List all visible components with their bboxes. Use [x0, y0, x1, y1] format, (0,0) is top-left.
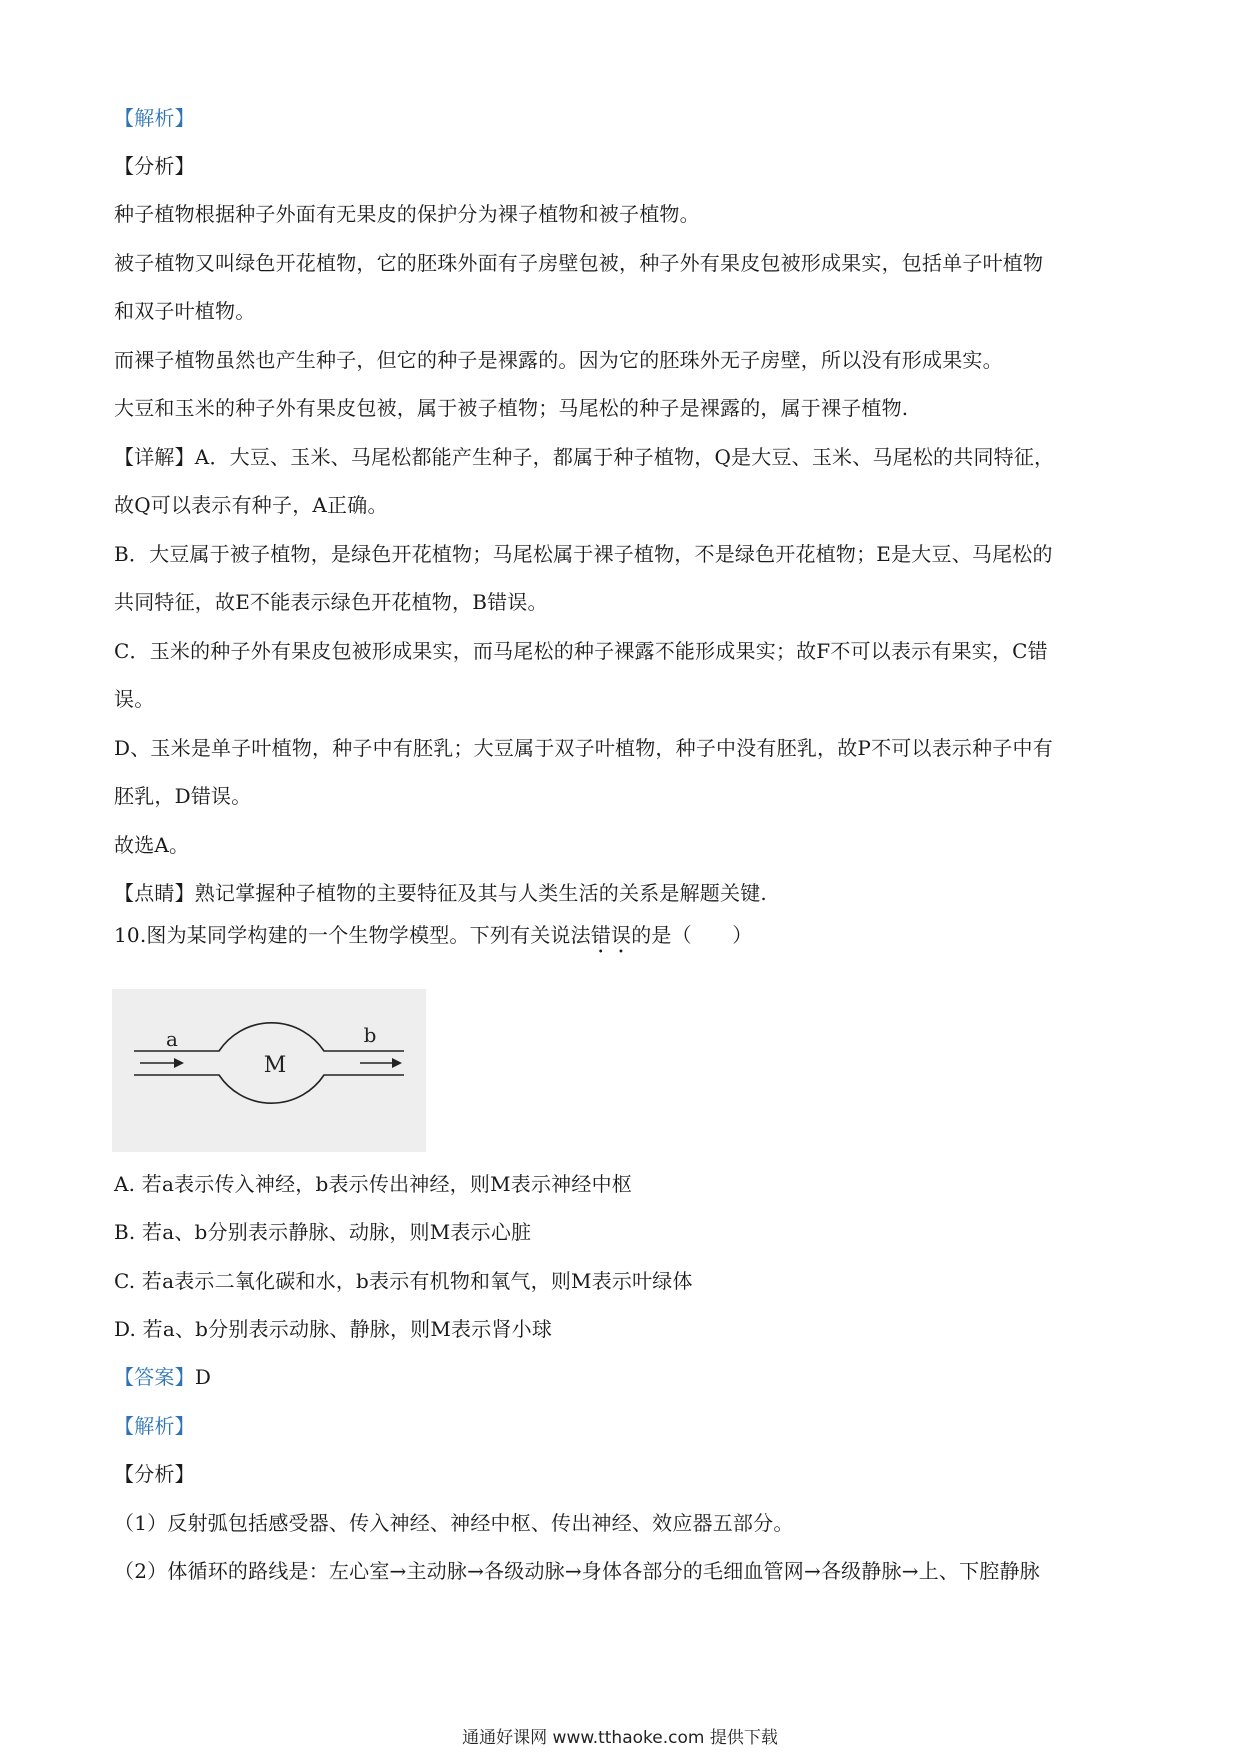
- answer-value: D: [194, 1365, 212, 1389]
- analysis-paragraph-4: 大豆和玉米的种子外有果皮包被，属于被子植物；马尾松的种子是裸露的，属于裸子植物.: [114, 396, 909, 420]
- analysis-paragraph-3: 而裸子植物虽然也产生种子，但它的种子是裸露的。因为它的胚珠外无子房壁，所以没有形成果实。: [114, 348, 1003, 372]
- q10-jiexi-heading: 【解析】: [114, 1414, 195, 1438]
- detail-b-line-1: B．大豆属于被子植物，是绿色开花植物；马尾松属于裸子植物，不是绿色开花植物；E是大豆、马尾松的: [114, 542, 1053, 566]
- q10-analysis-1: （1）反射弧包括感受器、传入神经、神经中枢、传出神经、效应器五部分。: [114, 1511, 794, 1535]
- dianjing-note: 【点睛】熟记掌握种子植物的主要特征及其与人类生活的关系是解题关键.: [114, 881, 767, 905]
- figure-label-b: b: [363, 1023, 377, 1047]
- detail-d-line-1: D、玉米是单子叶植物，种子中有胚乳；大豆属于双子叶植物，种子中没有胚乳，故P不可以表示种子中有: [114, 736, 1053, 760]
- answer-line: [114, 1363, 1134, 1391]
- detail-c-line-2: 误。: [114, 687, 155, 711]
- detail-a-line-1: 【详解】A．大豆、玉米、马尾松都能产生种子，都属于种子植物，Q是大豆、玉米、马尾松的共同特征，: [114, 445, 1055, 469]
- q10-analysis-2: （2）体循环的路线是：左心室→主动脉→各级动脉→身体各部分的毛细血管网→各级静脉→上、下腔静脉: [114, 1559, 1040, 1583]
- answer-label: 【答案】: [114, 1365, 195, 1389]
- q10-fenxi-heading: 【分析】: [114, 1462, 195, 1486]
- analysis-paragraph-1: 种子植物根据种子外面有无果皮的保护分为裸子植物和被子植物。: [114, 202, 700, 226]
- detail-c-line-1: C．玉米的种子外有果皮包被形成果实，而马尾松的种子裸露不能形成果实；故F不可以表示有果实，C错: [114, 639, 1048, 663]
- model-diagram: [112, 989, 426, 1152]
- option-b: B. 若a、b分别表示静脉、动脉，则M表示心脏: [114, 1220, 532, 1244]
- biology-model-figure: [112, 989, 426, 1152]
- detail-a-line-2: 故Q可以表示有种子，A正确。: [114, 493, 388, 517]
- detail-d-line-2: 胚乳，D错误。: [114, 784, 252, 808]
- question-stem-pre: 10.图为某同学构建的一个生物学模型。下列有关说法: [114, 923, 591, 947]
- jiexi-heading: 【解析】: [114, 106, 195, 130]
- analysis-paragraph-2b: 和双子叶植物。: [114, 299, 256, 323]
- page-footer: 通通好课网 www.tthaoke.com 提供下载: [462, 1728, 778, 1748]
- question-stem-post: 的是（ ）: [631, 923, 753, 947]
- option-c: C. 若a表示二氧化碳和水，b表示有机物和氧气，则M表示叶绿体: [114, 1269, 693, 1293]
- option-a: A. 若a表示传入神经，b表示传出神经，则M表示神经中枢: [114, 1172, 632, 1196]
- question-stem-emphasis: 错误: [590, 923, 632, 947]
- detail-b-line-2: 共同特征，故E不能表示绿色开花植物，B错误。: [114, 590, 548, 614]
- choose-answer: 故选A。: [114, 833, 190, 857]
- option-d: D. 若a、b分别表示动脉、静脉，则M表示肾小球: [114, 1317, 553, 1341]
- analysis-paragraph-2a: 被子植物又叫绿色开花植物，它的胚珠外面有子房壁包被，种子外有果皮包被形成果实，包括单子叶植物: [114, 251, 1044, 275]
- figure-label-a: a: [166, 1027, 178, 1051]
- fenxi-heading: 【分析】: [114, 154, 195, 178]
- question-10-stem: [114, 921, 1134, 958]
- figure-label-m: M: [263, 1053, 287, 1078]
